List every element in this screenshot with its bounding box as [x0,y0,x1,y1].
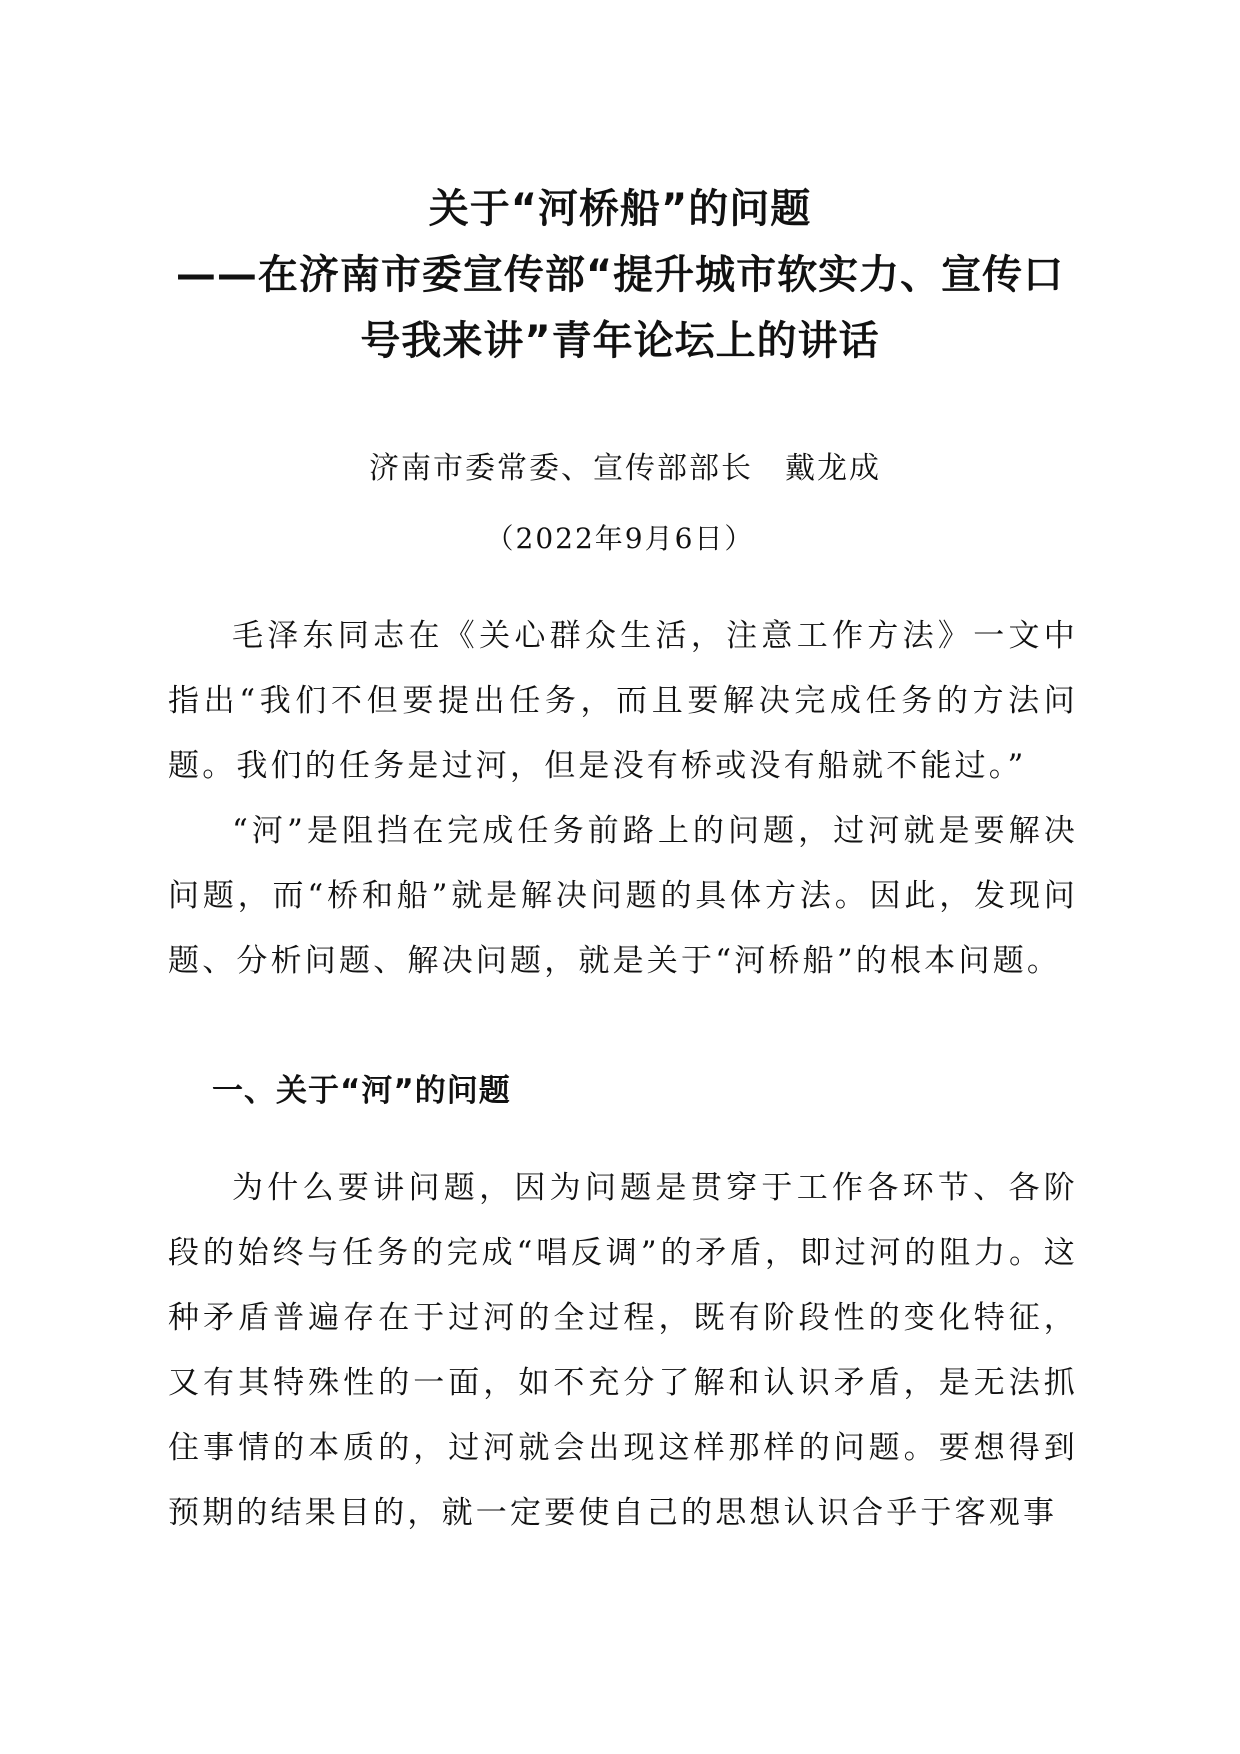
body-paragraph-2: “河”是阻挡在完成任务前路上的问题，过河就是要解决问题，而“桥和船”就是解决问题的具体方法。因此，发现问题、分析问题、解决问题，就是关于“河桥船”的根本问题。 [168,813,1078,979]
title-line-3: 号我来讲”青年论坛上的讲话 [360,318,880,364]
author-byline: 济南市委常委、宣传部部长 戴龙成 [369,451,881,486]
title-line-1: 关于“河桥船”的问题 [428,186,812,232]
body-paragraph-1: 毛泽东同志在《关心群众生活，注意工作方法》一文中指出“我们不但要提出任务，而且要解决完成任务的方法问题。我们的任务是过河，但是没有桥或没有船就不能过。” [168,618,1078,784]
title-line-2: ——在济南市委宣传部“提升城市软实力、宣传口 [175,252,1065,298]
section-1-paragraph: 为什么要讲问题，因为问题是贯穿于工作各环节、各阶段的始终与任务的完成“唱反调”的矛盾，即过河的阻力。这种矛盾普遍存在于过河的全过程，既有阶段性的变化特征，又有其特殊性的一面，如不充分了解和认识矛盾，是无法抓住事情的本质的，过河就会出现这样那样的问题。要想得到预期的结果目的，就一定要使自己的思想认识合乎于客观事 [168,1170,1078,1531]
speech-date: （2022年9月6日） [485,522,755,555]
section-heading-1: 一、关于“河”的问题 [212,1073,511,1109]
